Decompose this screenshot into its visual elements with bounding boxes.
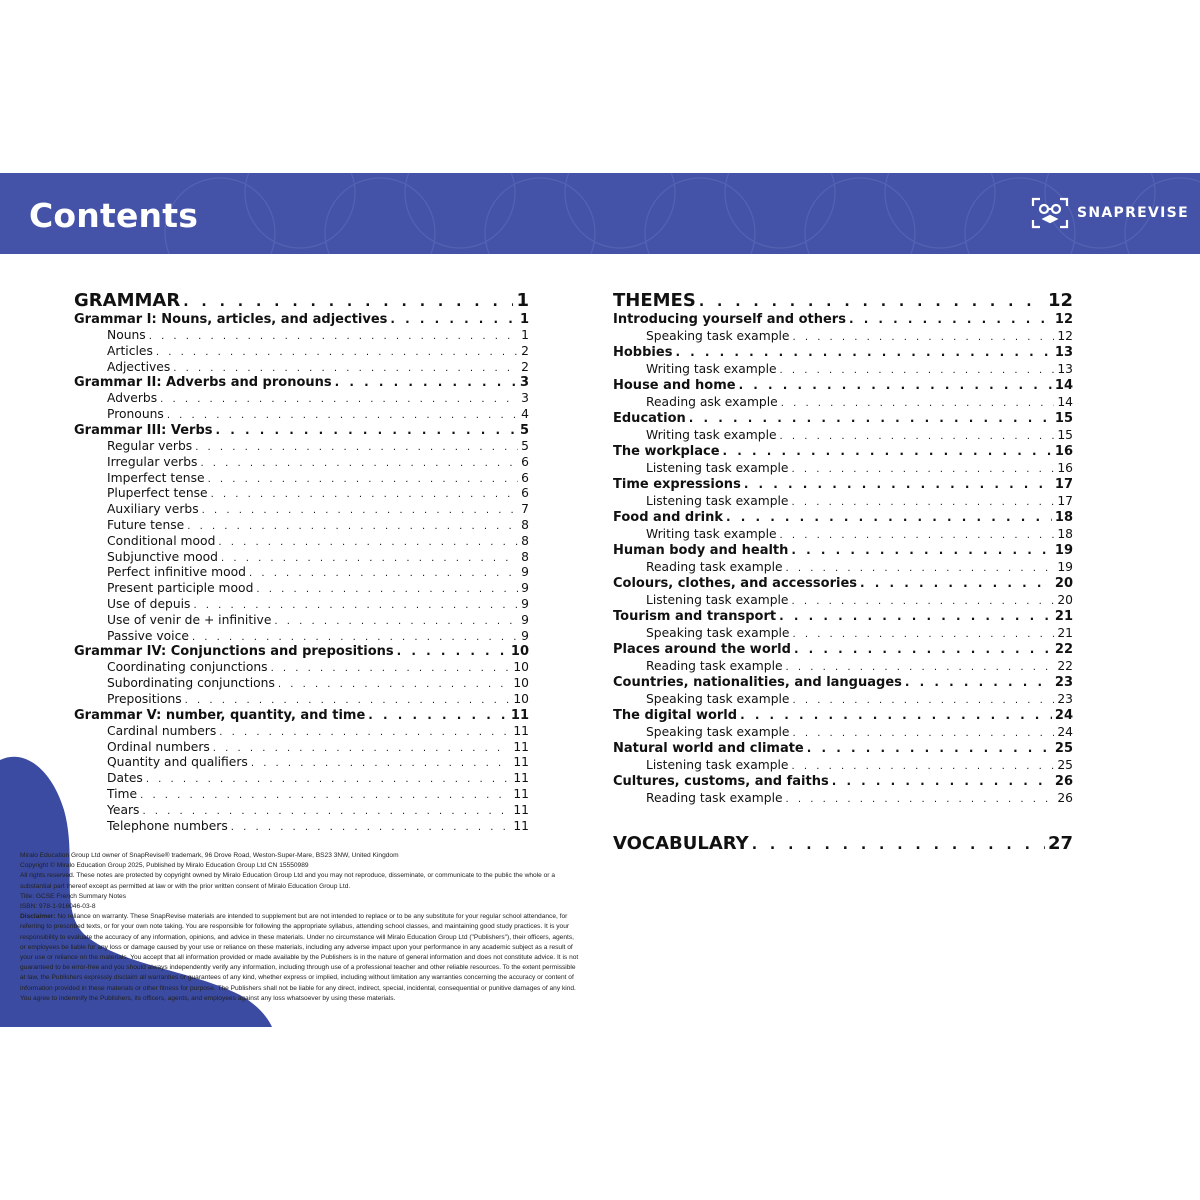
toc-leader: [792, 761, 1055, 772]
toc-item-row[interactable]: [74, 692, 529, 708]
toc-title: Subjunctive mood: [107, 549, 218, 564]
toc-title: THEMES: [613, 290, 696, 311]
toc-title: Pluperfect tense: [107, 486, 208, 501]
brand-logo: [1031, 197, 1189, 229]
toc-page: 14: [1054, 378, 1073, 393]
toc-leader: [792, 695, 1054, 706]
toc-title: Reading ask example: [646, 395, 778, 409]
toc-page: 10: [513, 660, 529, 675]
toc-title: Articles: [107, 343, 153, 358]
toc-section-row[interactable]: [613, 477, 1073, 494]
toc-item-row[interactable]: [74, 771, 529, 787]
toc-title: Colours, clothes, and accessories: [613, 576, 857, 591]
toc-page: 4: [521, 407, 529, 422]
toc-page: 25: [1054, 741, 1073, 756]
toc-page: 13: [1054, 345, 1073, 360]
toc-leader: [167, 410, 518, 421]
toc-item-row[interactable]: [613, 560, 1073, 576]
toc-page: 17: [1057, 494, 1073, 508]
toc-title: Future tense: [107, 517, 185, 532]
toc-page: 22: [1057, 659, 1073, 673]
toc-item-row[interactable]: [613, 395, 1073, 411]
toc-page: 23: [1057, 692, 1073, 706]
toc-item-row[interactable]: [74, 803, 529, 819]
toc-title: Auxiliary verbs: [107, 502, 199, 517]
toc-title: GRAMMAR: [74, 290, 181, 311]
toc-page: 11: [510, 707, 529, 723]
toc-section-row[interactable]: [613, 543, 1073, 560]
toc-item-row[interactable]: [74, 502, 529, 518]
toc-title: Prepositions: [107, 691, 182, 706]
toc-leader: [368, 708, 508, 722]
toc-themes-column: [613, 290, 1073, 807]
snaprevise-logo-icon: [1031, 197, 1069, 229]
toc-leader: [397, 644, 508, 658]
toc-page: 11: [513, 723, 529, 738]
toc-page: 8: [521, 533, 529, 548]
toc-leader: [780, 431, 1055, 442]
toc-leader: [274, 616, 518, 627]
toc-title: VOCABULARY: [613, 833, 749, 854]
toc-title: Listening task example: [646, 494, 789, 508]
toc-leader: [140, 790, 510, 801]
toc-section-row[interactable]: [613, 741, 1073, 758]
toc-section-row[interactable]: [613, 345, 1073, 362]
toc-title: Imperfect tense: [107, 470, 205, 485]
toc-item-row[interactable]: [74, 534, 529, 550]
toc-title: Dates: [107, 771, 143, 786]
toc-title: Reading task example: [646, 659, 783, 673]
toc-leader: [231, 822, 511, 833]
toc-leader: [335, 375, 517, 389]
toc-leader: [791, 543, 1052, 557]
toc-item-row[interactable]: [613, 725, 1073, 741]
toc-leader: [786, 662, 1055, 673]
toc-leader: [160, 394, 518, 405]
toc-title: Grammar III: Verbs: [74, 422, 213, 438]
toc-page: 7: [521, 502, 529, 517]
disclaimer-line: referring to prescribed texts, or for your own note taking. You are responsible for following the appropriate syllabus, attending school classes, and maintaining good study practices. It is your: [20, 923, 570, 931]
toc-title: Reading task example: [646, 560, 783, 574]
toc-leader: [780, 530, 1055, 541]
toc-item-row[interactable]: [613, 362, 1073, 378]
toc-title: Subordinating conjunctions: [107, 676, 275, 691]
toc-section-row[interactable]: [613, 642, 1073, 659]
footer-line: ISBN: 978-1-916046-03-8: [20, 903, 96, 911]
toc-item-row[interactable]: [74, 787, 529, 803]
disclaimer-line: [20, 912, 620, 922]
toc-page: 16: [1054, 444, 1073, 459]
toc-page: 8: [521, 549, 529, 564]
toc-item-row[interactable]: [613, 494, 1073, 510]
toc-leader: [216, 423, 517, 437]
toc-section-row[interactable]: [613, 312, 1073, 329]
toc-item-row[interactable]: [74, 613, 529, 629]
disclaimer-line: responsibility to evaluate the accuracy of any information, opinions, and advice in these materials. Under no circumstance will Miralo Education Group Ltd ("Publishers"), their officers, agents,: [20, 933, 574, 941]
toc-title: Grammar IV: Conjunctions and prepositions: [74, 644, 394, 660]
toc-section-row[interactable]: [613, 444, 1073, 461]
toc-title: Listening task example: [646, 461, 789, 475]
toc-page: 6: [521, 486, 529, 501]
toc-leader: [219, 727, 510, 738]
toc-item-row[interactable]: [74, 660, 529, 676]
toc-page: 9: [521, 612, 529, 627]
disclaimer-line: or employees be liable for any loss or damage caused by your use or reliance on these materials, including any adverse impact upon your performance in any academic subject as a result of: [20, 943, 573, 951]
toc-page: 22: [1054, 642, 1073, 657]
toc-section-row[interactable]: [74, 708, 529, 724]
toc-title: Cultures, customs, and faiths: [613, 774, 829, 789]
disclaimer-line: guaranteed to be error-free and you should always independently verify any information, including through use of a professional teacher and other reliable resources. To the extent permissible: [20, 964, 576, 972]
toc-page: 18: [1057, 527, 1073, 541]
toc-leader: [256, 584, 518, 595]
toc-title: Use of venir de + infinitive: [107, 612, 272, 627]
toc-page: 12: [1057, 329, 1073, 343]
toc-title: Present participle mood: [107, 581, 254, 596]
toc-leader: [905, 675, 1052, 689]
toc-page: 6: [521, 454, 529, 469]
toc-item-row[interactable]: [613, 329, 1073, 345]
toc-leader: [792, 332, 1054, 343]
toc-vocabulary: [613, 833, 1073, 855]
toc-title: Passive voice: [107, 628, 189, 643]
toc-leader: [779, 609, 1052, 623]
toc-leader: [192, 632, 518, 643]
toc-title: Places around the world: [613, 642, 791, 657]
toc-item-row[interactable]: [613, 428, 1073, 444]
toc-page: 10: [513, 676, 529, 691]
toc-page: 19: [1054, 543, 1073, 558]
toc-leader: [780, 365, 1055, 376]
toc-title: Cardinal numbers: [107, 723, 217, 738]
toc-section-row[interactable]: [613, 708, 1073, 725]
footer-line: Miralo Education Group Ltd owner of SnapRevise® trademark, 96 Drove Road, Weston-Super-Mare, BS23 3NW, United Kingdom: [20, 852, 399, 859]
toc-page: 11: [513, 818, 529, 833]
toc-item-row[interactable]: [74, 439, 529, 455]
toc-item-row[interactable]: [613, 692, 1073, 708]
toc-leader: [792, 629, 1054, 640]
toc-title: Quantity and qualifiers: [107, 755, 248, 770]
disclaimer-line: You agree to indemnify the Publishers, its officers, agents, and employees against any loss whatsoever by using these materials.: [20, 994, 396, 1002]
toc-leader: [860, 576, 1052, 590]
toc-main-row[interactable]: [613, 290, 1073, 312]
toc-item-row[interactable]: [74, 550, 529, 566]
toc-title: Pronouns: [107, 407, 164, 422]
toc-item-row[interactable]: [74, 581, 529, 597]
toc-grammar-column: [74, 290, 529, 834]
toc-title: Time: [107, 786, 138, 801]
toc-leader: [202, 505, 519, 516]
toc-item-row[interactable]: [74, 471, 529, 487]
toc-leader: [792, 596, 1055, 607]
toc-leader: [699, 294, 1045, 310]
toc-leader: [849, 312, 1052, 326]
toc-page: 13: [1057, 362, 1073, 376]
toc-page: 11: [513, 755, 529, 770]
toc-item-row[interactable]: [74, 676, 529, 692]
toc-page: 18: [1054, 510, 1073, 525]
toc-leader: [786, 563, 1055, 574]
legal-footer: [20, 851, 620, 1004]
toc-title: Adjectives: [107, 359, 171, 374]
toc-leader: [792, 728, 1054, 739]
toc-leader: [740, 708, 1052, 722]
toc-title: Time expressions: [613, 477, 741, 492]
toc-page: 8: [521, 517, 529, 532]
toc-title: Listening task example: [646, 758, 789, 772]
toc-title: Ordinal numbers: [107, 739, 210, 754]
toc-page: 15: [1054, 411, 1073, 426]
disclaimer-line: information provided in these materials or other fitness for purpose. The Publishers shall not be liable for any direct, indirect, special, incidental, consequential or punitive damages of any kind.: [20, 984, 576, 992]
toc-leader: [781, 398, 1055, 409]
toc-item-row[interactable]: [74, 407, 529, 423]
toc-item-row[interactable]: [613, 626, 1073, 642]
toc-page: 17: [1054, 477, 1073, 492]
toc-item-row[interactable]: [74, 819, 529, 835]
toc-title: Tourism and transport: [613, 609, 777, 624]
footer-line: All rights reserved. These notes are protected by copyright owned by Miralo Education Group Ltd and you may not reproduce, disseminate, or communicate to the public the whole or a: [20, 872, 555, 880]
toc-leader: [249, 568, 518, 579]
disclaimer-text: No reliance on warranty. These SnapRevise materials are intended to supplement but are not intended to replace or to be any substitute for your regular school attendance, for: [55, 913, 568, 921]
toc-page: 5: [521, 438, 529, 453]
toc-page: 16: [1057, 461, 1073, 475]
toc-leader: [271, 663, 511, 674]
toc-item-row[interactable]: [74, 328, 529, 344]
toc-leader: [195, 442, 518, 453]
toc-page: 21: [1057, 626, 1073, 640]
toc-page: 2: [521, 359, 529, 374]
toc-title: Hobbies: [613, 345, 673, 360]
disclaimer-line: at law, the Publishers expressly disclaim all warranties or guarantees of any kind, whether express or implied, including without limitation any warranties concerning the accuracy or content of: [20, 974, 574, 982]
toc-item-row[interactable]: [74, 518, 529, 534]
toc-page: 20: [1054, 576, 1073, 591]
disclaimer-label: Disclaimer:: [20, 913, 56, 921]
toc-page: 23: [1054, 675, 1073, 690]
toc-leader: [173, 363, 518, 374]
toc-title: Writing task example: [646, 428, 777, 442]
toc-leader: [739, 378, 1052, 392]
toc-item-row[interactable]: [74, 486, 529, 502]
toc-page: 9: [521, 628, 529, 643]
toc-page: 20: [1057, 593, 1073, 607]
toc-leader: [726, 510, 1052, 524]
toc-item-row[interactable]: [74, 344, 529, 360]
toc-leader: [792, 497, 1055, 508]
toc-section-row[interactable]: [613, 411, 1073, 428]
toc-leader: [213, 743, 511, 754]
toc-leader: [211, 489, 519, 500]
toc-title: Grammar V: number, quantity, and time: [74, 707, 366, 723]
footer-line: Copyright © Miralo Education Group 2025, Published by Miralo Education Group Ltd CN 15550989: [20, 862, 309, 870]
toc-page: 3: [519, 375, 529, 391]
toc-page: 11: [513, 802, 529, 817]
toc-leader: [156, 347, 518, 358]
toc-title: Education: [613, 411, 686, 426]
toc-leader: [193, 600, 518, 611]
toc-title: Regular verbs: [107, 438, 193, 453]
toc-title: Speaking task example: [646, 626, 790, 640]
toc-item-row[interactable]: [613, 758, 1073, 774]
toc-leader: [146, 774, 511, 785]
toc-title: Years: [107, 802, 140, 817]
toc-title: Nouns: [107, 328, 146, 342]
toc-item-row[interactable]: [74, 629, 529, 645]
toc-item-row[interactable]: [74, 455, 529, 471]
toc-title: Grammar II: Adverbs and pronouns: [74, 375, 332, 391]
toc-title: Speaking task example: [646, 725, 790, 739]
toc-leader: [208, 474, 519, 485]
toc-item-row[interactable]: [74, 724, 529, 740]
toc-leader: [807, 741, 1052, 755]
toc-page: 1: [516, 290, 529, 311]
toc-leader: [723, 444, 1052, 458]
toc-page: 27: [1047, 833, 1073, 854]
toc-page: 1: [521, 328, 529, 342]
toc-main-row[interactable]: [613, 833, 1073, 855]
toc-leader: [183, 294, 513, 310]
toc-leader: [786, 794, 1055, 805]
toc-page: 21: [1054, 609, 1073, 624]
disclaimer-line: your use or reliance on the materials. You accept that all information provided or made available by the Publishers is in the nature of general information and does not constitute advice. It is not: [20, 954, 579, 962]
toc-page: 26: [1054, 774, 1073, 789]
toc-title: Adverbs: [107, 391, 158, 406]
toc-title: Conditional mood: [107, 533, 216, 548]
toc-title: Reading task example: [646, 791, 783, 805]
toc-leader: [689, 411, 1052, 425]
page-title: Contents: [29, 196, 199, 235]
toc-item-row[interactable]: [613, 791, 1073, 807]
toc-title: Listening task example: [646, 593, 789, 607]
toc-item-row[interactable]: [74, 391, 529, 407]
toc-title: Perfect infinitive mood: [107, 565, 246, 580]
toc-page: 11: [513, 771, 529, 786]
toc-leader: [185, 695, 511, 706]
toc-title: Coordinating conjunctions: [107, 660, 268, 675]
toc-leader: [792, 464, 1055, 475]
toc-section-row[interactable]: [613, 675, 1073, 692]
toc-title: Telephone numbers: [107, 818, 228, 833]
toc-page: 10: [510, 644, 529, 660]
toc-page: 12: [1054, 312, 1073, 327]
toc-main-row[interactable]: [74, 290, 529, 312]
toc-title: Writing task example: [646, 527, 777, 541]
toc-leader: [832, 774, 1052, 788]
toc-section-row[interactable]: [613, 576, 1073, 593]
toc-item-row[interactable]: [74, 755, 529, 771]
toc-section-row[interactable]: [613, 609, 1073, 626]
toc-page: 10: [513, 691, 529, 706]
toc-page: 6: [521, 470, 529, 485]
footer-line: Title: GCSE French Summary Notes: [20, 892, 127, 900]
toc-leader: [187, 521, 518, 532]
toc-leader: [744, 477, 1052, 491]
toc-title: Speaking task example: [646, 329, 790, 343]
toc-section-row[interactable]: [613, 378, 1073, 395]
toc-page: 11: [513, 739, 529, 754]
toc-page: 5: [519, 422, 529, 438]
toc-page: 12: [1047, 290, 1073, 311]
toc-leader: [794, 642, 1052, 656]
toc-page: 14: [1057, 395, 1073, 409]
toc-item-row[interactable]: [74, 360, 529, 376]
footer-line: substantial part thereof except as permitted at law or with the prior written consent of Miralo Education Group Ltd.: [20, 882, 351, 890]
toc-item-row[interactable]: [613, 461, 1073, 477]
toc-page: 3: [521, 391, 529, 406]
toc-page: 2: [521, 343, 529, 358]
toc-section-row[interactable]: [74, 375, 529, 391]
toc-page: 1: [519, 312, 529, 327]
toc-title: House and home: [613, 378, 736, 393]
toc-page: 24: [1057, 725, 1073, 739]
toc-page: 26: [1057, 791, 1073, 805]
toc-leader: [142, 806, 510, 817]
toc-leader: [200, 458, 518, 469]
toc-title: Introducing yourself and others: [613, 312, 846, 327]
toc-page: 25: [1057, 758, 1073, 772]
toc-title: Speaking task example: [646, 692, 790, 706]
toc-item-row[interactable]: [613, 659, 1073, 675]
toc-section-row[interactable]: [74, 312, 529, 328]
toc-page: 9: [521, 565, 529, 580]
toc-page: 11: [513, 786, 529, 801]
toc-page: 24: [1054, 708, 1073, 723]
toc-title: Human body and health: [613, 543, 789, 558]
toc-leader: [149, 331, 518, 342]
toc-leader: [218, 537, 518, 548]
toc-item-row[interactable]: [613, 593, 1073, 609]
toc-leader: [251, 758, 511, 769]
toc-item-row[interactable]: [613, 527, 1073, 543]
toc-page: 19: [1057, 560, 1073, 574]
toc-title: Use of depuis: [107, 596, 191, 611]
brand-name: SNAPREVISE: [1077, 205, 1189, 221]
toc-title: The digital world: [613, 708, 738, 723]
toc-section-row[interactable]: [613, 774, 1073, 791]
toc-title: The workplace: [613, 444, 720, 459]
toc-page: 15: [1057, 428, 1073, 442]
toc-section-row[interactable]: [74, 644, 529, 660]
toc-leader: [752, 837, 1045, 853]
toc-section-row[interactable]: [74, 423, 529, 439]
toc-leader: [221, 553, 518, 564]
toc-page: 9: [521, 596, 529, 611]
toc-title: Countries, nationalities, and languages: [613, 675, 902, 690]
toc-leader: [675, 345, 1051, 359]
toc-leader: [278, 679, 510, 690]
toc-section-row[interactable]: [613, 510, 1073, 527]
toc-title: Writing task example: [646, 362, 777, 376]
toc-title: Grammar I: Nouns, articles, and adjectives: [74, 312, 388, 327]
toc-title: Natural world and climate: [613, 741, 804, 756]
toc-item-row[interactable]: [74, 597, 529, 613]
toc-title: Food and drink: [613, 510, 723, 525]
toc-leader: [390, 312, 517, 326]
toc-title: Irregular verbs: [107, 454, 198, 469]
toc-page: 9: [521, 581, 529, 596]
toc-item-row[interactable]: [74, 740, 529, 756]
toc-item-row[interactable]: [74, 565, 529, 581]
